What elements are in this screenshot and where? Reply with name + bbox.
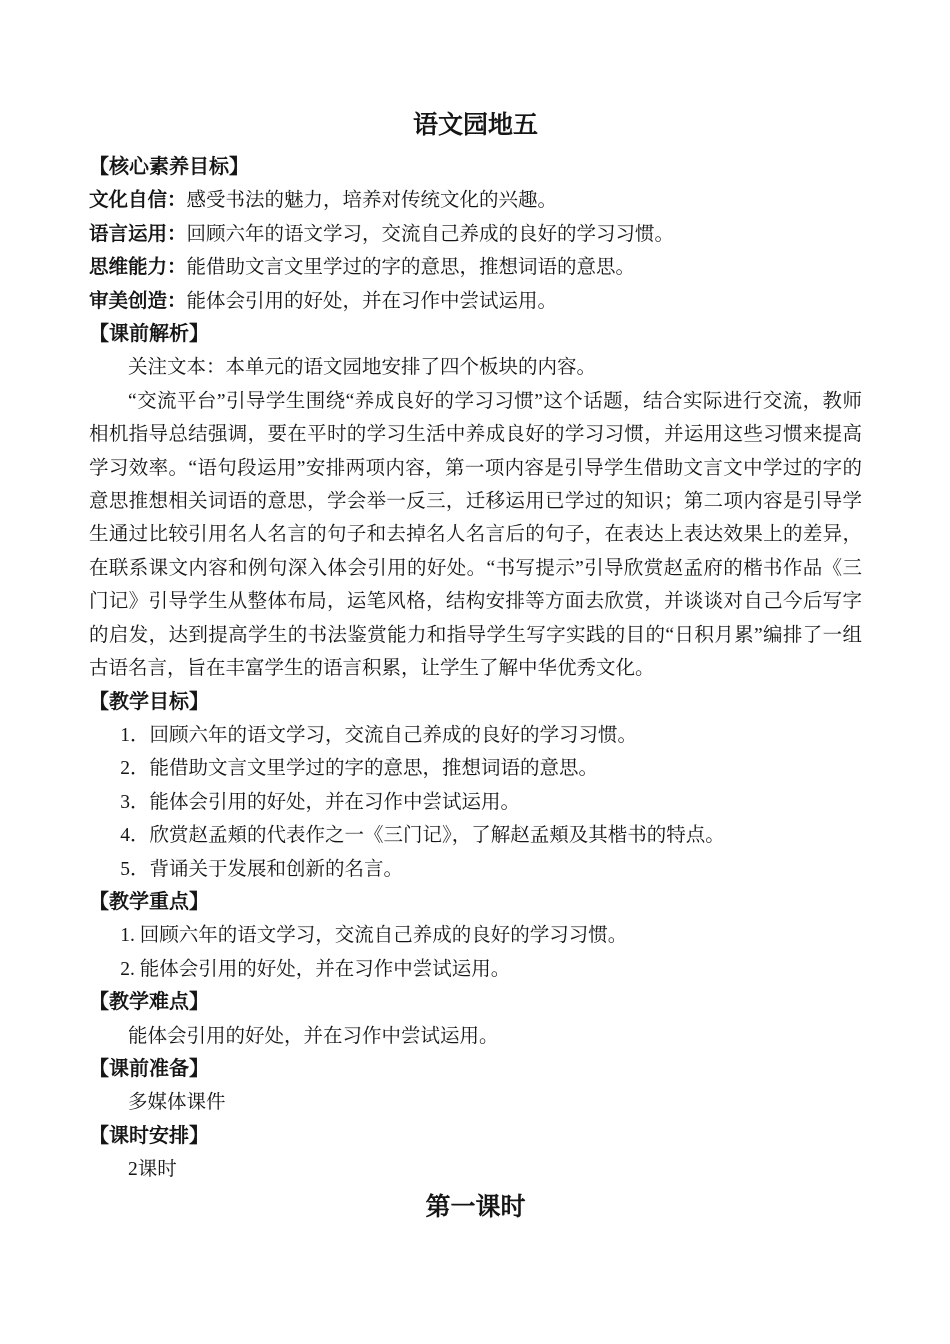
objective-item: 4．欣赏赵孟頬的代表作之一《三门记》，了解赵孟頬及其楷书的特点。 bbox=[120, 825, 725, 847]
section-heading-teaching-objectives: 【教学目标】 bbox=[89, 690, 209, 713]
analysis-paragraph-1: 关注文本：本单元的语文园地安排了四个板块的内容。 bbox=[128, 357, 597, 379]
core-goal-label: 审美创造： bbox=[89, 290, 187, 312]
core-goal-line bbox=[89, 251, 862, 284]
objective-item: 5．背诵关于发展和创新的名言。 bbox=[120, 858, 403, 880]
section-heading-core-goals: 【核心素养目标】 bbox=[89, 156, 249, 178]
core-goal-label: 文化自信： bbox=[89, 190, 187, 212]
section-heading-pre-class-analysis: 【课前解析】 bbox=[89, 323, 209, 346]
objective-item: 1．回顾六年的语文学习，交流自己养成的良好的学习习惯。 bbox=[120, 724, 637, 746]
objective-item: 2．能借助文言文里学过的字的意思，推想词语的意思。 bbox=[120, 758, 598, 780]
core-goal-line bbox=[89, 184, 862, 217]
section-heading-teaching-key-points: 【教学重点】 bbox=[89, 890, 209, 913]
schedule-text: 2课时 bbox=[128, 1159, 177, 1181]
core-goal-label: 语言运用： bbox=[89, 223, 187, 245]
core-goal-line bbox=[89, 285, 862, 318]
difficult-point-text: 能体会引用的好处，并在习作中尝试运用。 bbox=[128, 1025, 499, 1047]
document-title: 语文园地五 bbox=[412, 112, 538, 139]
core-goal-label: 思维能力： bbox=[89, 257, 187, 279]
core-goal-text: 能借助文言文里学过的字的意思，推想词语的意思。 bbox=[186, 257, 636, 279]
key-point-item: 2. 能体会引用的好处，并在习作中尝试运用。 bbox=[120, 958, 511, 980]
analysis-paragraph-2: “交流平台”引导学生围绕“养成良好的学习习惯”这个话题，结合实际进行交流，教师相机指导总结强调，要在平时的学习生活中养成良好的学习习惯，并运用这些习惯来提高学习效率。“语句段运用”安排两项内容，第一项内容是引导学生借助文言文中学过的字的意思推想相关词语的意思，学会举一反三，迁移运用已学过的知识；第二项内容是引导学生通过比较引用名人名言的句子和去掉名人名言后的句子，在表达上表达效果上的差异，在联系课文内容和例句深入体会引用的好处。“书写提示”引导欣赏赵孟府的楷书作品《三门记》引导学生从整体布局，运笔风格，结构安排等方面去欣赏，并谈谈对自己今后写字的启发，达到提高学生的书法鉴赏能力和指导学生写字实践的目的“日积月累”编排了一组古语名言，旨在丰富学生的语言积累，让学生了解中华优秀文化。 bbox=[89, 390, 862, 680]
key-point-item: 1. 回顾六年的语文学习，交流自己养成的良好的学习习惯。 bbox=[120, 925, 628, 947]
objective-item: 3．能体会引用的好处，并在习作中尝试运用。 bbox=[120, 791, 520, 813]
core-goal-text: 回顾六年的语文学习，交流自己养成的良好的学习习惯。 bbox=[186, 223, 675, 245]
section-heading-pre-class-preparation: 【课前准备】 bbox=[89, 1057, 209, 1080]
core-goal-text: 能体会引用的好处，并在习作中尝试运用。 bbox=[186, 290, 558, 312]
preparation-text: 多媒体课件 bbox=[128, 1092, 226, 1114]
core-goal-text: 感受书法的魅力，培养对传统文化的兴趣。 bbox=[186, 190, 558, 212]
section-heading-teaching-difficult-points: 【教学难点】 bbox=[89, 991, 209, 1014]
session-title: 第一课时 bbox=[425, 1193, 526, 1221]
core-goal-line bbox=[89, 218, 862, 251]
section-heading-lesson-schedule: 【课时安排】 bbox=[89, 1124, 209, 1147]
